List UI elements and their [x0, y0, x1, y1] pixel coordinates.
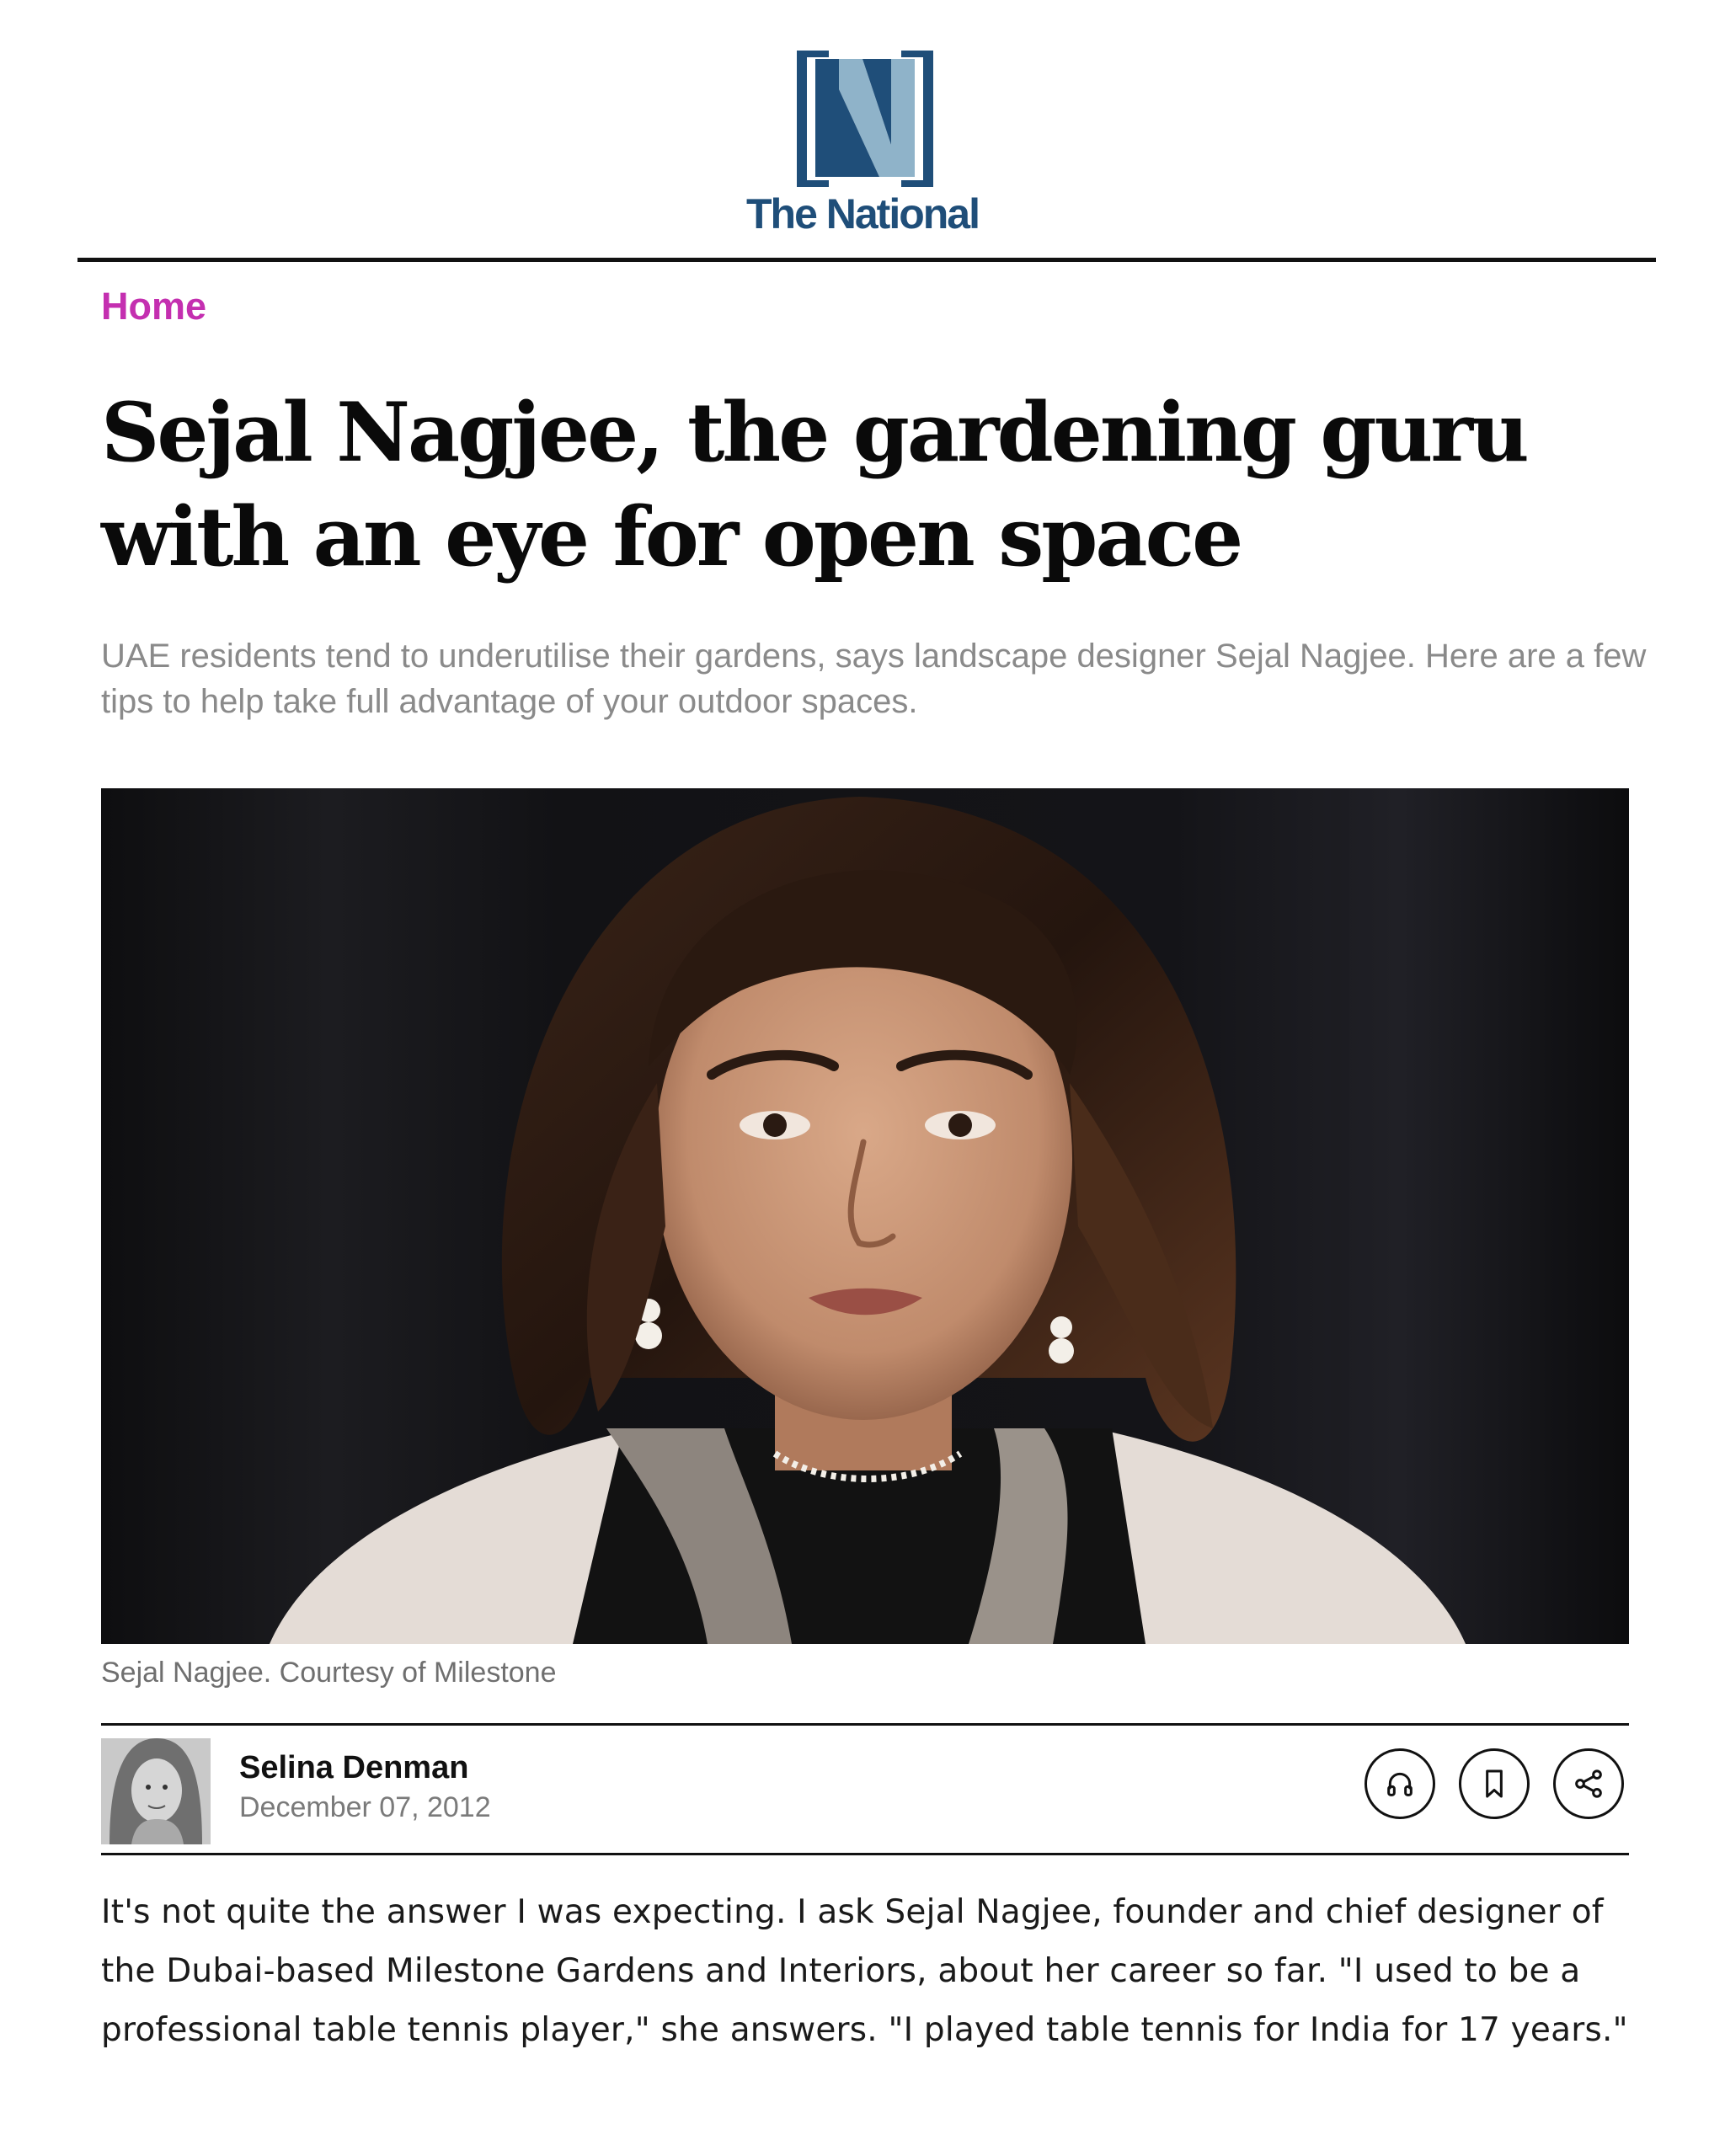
listen-button[interactable]: [1365, 1748, 1435, 1819]
national-logo-icon: [797, 51, 933, 187]
article-hero-image: [101, 788, 1629, 1644]
share-icon: [1572, 1767, 1605, 1801]
author-avatar[interactable]: [101, 1738, 211, 1844]
byline-top-divider: [101, 1723, 1629, 1726]
breadcrumb-home-link[interactable]: Home: [101, 285, 207, 328]
share-button[interactable]: [1553, 1748, 1624, 1819]
publish-date: December 07, 2012: [239, 1791, 491, 1823]
site-logo[interactable]: [723, 47, 1002, 243]
bookmark-icon: [1477, 1767, 1511, 1801]
bookmark-button[interactable]: [1459, 1748, 1530, 1819]
article-body-paragraph: It's not quite the answer I was expecting. I ask Sejal Nagjee, founder and chief designer of the Dubai-based Milestone Gardens and Interiors, about her career so far. "I used to be a professional table tennis player," she answers. "I played table tennis for India for 17 years.": [101, 1893, 1628, 2049]
portrait-photo: [101, 788, 1629, 1644]
headphones-icon: [1383, 1767, 1417, 1801]
article-headline: Sejal Nagjee, the gardening guru with an eye for open space: [101, 385, 1527, 584]
article-standfirst: UAE residents tend to underutilise their gardens, says landscape designer Sejal Nagjee. Here are a few tips to help take full advantage of your outdoor spaces.: [101, 638, 1647, 720]
byline-bottom-divider: [101, 1853, 1629, 1855]
author-photo: [101, 1738, 211, 1844]
logo-wordmark: The National: [745, 190, 980, 237]
author-name[interactable]: Selina Denman: [239, 1750, 469, 1785]
image-caption: Sejal Nagjee. Courtesy of Milestone: [101, 1657, 557, 1689]
header-divider: [77, 258, 1656, 262]
